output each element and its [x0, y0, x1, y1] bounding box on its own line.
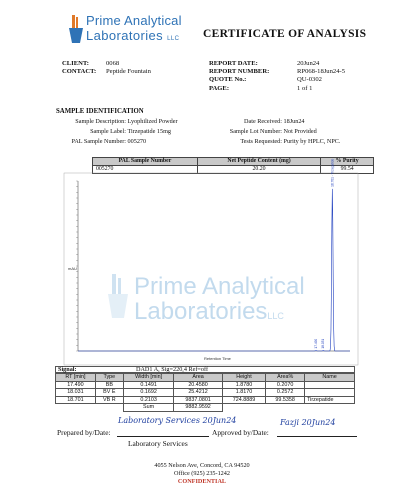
table-cell: BB — [95, 381, 123, 389]
table-row — [56, 389, 355, 397]
pal-cell-content: 20.20 — [197, 166, 320, 174]
prepared-signature: Laboratory Services 20Jun24 — [118, 416, 237, 425]
table-cell: VB R — [95, 396, 123, 404]
table-cell — [305, 389, 355, 397]
sig-header-name: Name — [305, 374, 355, 382]
signal-line: Signal: DAD1 A, Sig=220,4 Ref=off — [58, 366, 209, 373]
sample-id-left: Sample Description: Lyophilized Powder Sample Label: Tirzepatide 15mg PAL Sample Number: 005270 — [71, 118, 178, 145]
logo-name-line2: Laboratories LLC — [86, 28, 180, 43]
pal-cell-sample: 005270 — [93, 166, 198, 174]
table-cell: 25.4212 — [174, 389, 222, 397]
sample-id-right: Date Received: 18Jun24 Sample Lot Number: Not Provided Tests Requested: Purity by HPLC, NPC. — [229, 118, 341, 145]
table-row-sum — [56, 404, 355, 412]
table-cell: 724.8889 — [222, 396, 266, 404]
prepared-sign-line — [117, 436, 209, 437]
table-cell: 9837.0801 — [174, 396, 222, 404]
client-block: CLIENT: 0068 CONTACT: Peptide Fountain — [62, 60, 151, 76]
table-cell — [305, 381, 355, 389]
sig-header-width: Width [min] — [123, 374, 174, 382]
laboratory-services-caption: Laboratory Services — [128, 439, 188, 448]
table-cell: 18.031 — [56, 389, 96, 397]
table-cell: BV E — [95, 389, 123, 397]
table-cell: 17.490 — [56, 381, 96, 389]
watermark-line2: LaboratoriesLLC — [134, 298, 284, 325]
sum-value: 9882.9592 — [174, 404, 222, 412]
table-cell: Tirzepatide — [305, 396, 355, 404]
chromatogram-trace — [78, 189, 350, 351]
table-cell: 1.8780 — [222, 381, 266, 389]
approved-by-label: Approved by/Date: — [212, 428, 269, 437]
table-cell: 99.5358 — [266, 396, 305, 404]
pal-cell-purity: 99.54 — [321, 166, 374, 174]
sig-header-areapct: Area% — [266, 374, 305, 382]
table-cell: 0.2070 — [266, 381, 305, 389]
table-cell: 0.2572 — [266, 389, 305, 397]
flask-logo-icon — [68, 14, 84, 44]
prepared-by-label: Prepared by/Date: — [57, 428, 111, 437]
table-cell: 0.2103 — [123, 396, 174, 404]
table-row — [56, 396, 355, 404]
pal-header-sample: PAL Sample Number — [93, 158, 198, 166]
peak-label: 17.490 — [313, 338, 318, 349]
table-cell: 18.701 — [56, 396, 96, 404]
y-axis-label: mAU — [68, 266, 77, 271]
table-row — [56, 381, 355, 389]
footer-phone: Office (925) 235-1242 — [174, 470, 230, 477]
logo-name-line1: Prime Analytical — [86, 13, 182, 28]
report-block: REPORT DATE: 20Jun24 REPORT NUMBER: RP068-18Jun24-5 QUOTE No.: QU-0302 PAGE: 1 of 1 — [209, 60, 345, 92]
footer-address: 4055 Nelson Ave, Concord, CA 94520 — [154, 462, 250, 469]
table-cell: 1.8170 — [222, 389, 266, 397]
document-title: CERTIFICATE OF ANALYSIS — [203, 28, 367, 40]
table-cell: 0.1491 — [123, 381, 174, 389]
integration-table — [55, 373, 355, 412]
x-axis-label: Retention Time — [204, 356, 231, 361]
footer-confidential: CONFIDENTIAL — [177, 478, 227, 485]
pal-header-content: Net Peptide Content (mg) — [197, 158, 320, 166]
sig-header-rt: RT [min] — [56, 374, 96, 382]
peak-label: 18.701 - Tirzepatide — [330, 158, 335, 187]
sample-identification-heading: SAMPLE IDENTIFICATION — [56, 108, 144, 115]
approved-signature: Fazji 20Jun24 — [280, 418, 336, 427]
sig-header-type: Type — [95, 374, 123, 382]
peak-label: 18.031 — [321, 338, 326, 349]
approved-sign-line — [277, 436, 357, 437]
pal-header-purity: % Purity — [321, 158, 374, 166]
sig-header-area: Area — [174, 374, 222, 382]
watermark-line1: Prime Analytical — [134, 273, 305, 300]
sig-header-height: Height — [222, 374, 266, 382]
table-cell: 20.4580 — [174, 381, 222, 389]
sum-label: Sum — [123, 404, 174, 412]
table-cell: 0.1692 — [123, 389, 174, 397]
